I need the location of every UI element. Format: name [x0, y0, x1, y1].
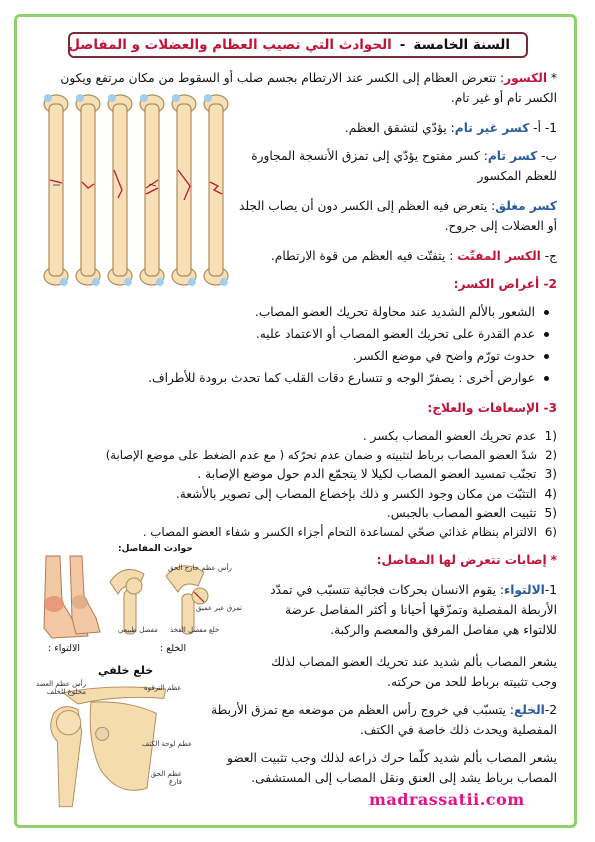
closed-text: : يتعرض فيه العظم إلى الكسر دون أن يصاب الجلد: [238, 199, 496, 213]
symptom-item: عدم القدرة على تحريك العضو المصاب أو الاعتماد عليه.: [256, 324, 535, 344]
complete-fracture-line2: للعظم المكسور: [477, 169, 557, 183]
fractures-intro-line2: الكسر تام أو غير تام.: [450, 91, 557, 105]
dislocation-text: : يتسبّب في خروج رأس العظم من موضعه مع تمزق الأربطة: [211, 703, 514, 717]
intro-prefix: *: [550, 71, 557, 85]
watermark: madrassatii.com: [369, 790, 525, 809]
bone-5: [172, 95, 196, 285]
bones-illustration: [38, 90, 238, 290]
label-normal: مفصل طبيعي: [118, 626, 158, 634]
complete-term: كسر تام: [487, 149, 538, 163]
dislocation-aid-line1: يشعر المصاب بألم شديد كلّما حرك ذراعه لذلك وجب تثبيت العضو: [227, 751, 557, 765]
dislocation-aid-line2: المصاب برباط يشد إلى العنق ونقل المصاب إلى المستشفى.: [251, 771, 557, 785]
label-socket: عظم الحق فارغ: [150, 770, 182, 786]
fractures-intro-line1: [60, 68, 557, 88]
item-number: (3: [544, 467, 557, 481]
item-text: عدم تحريك العضو المصاب بكسر .: [362, 429, 537, 443]
comminuted-text: : يتفتّت فيه العظم من قوة الارتطام.: [270, 249, 458, 263]
incomplete-text: : يؤدّي لتشقق العظم.: [344, 121, 455, 135]
sprain-aid-line2: وجب تثبيته برباط للحد من حركته.: [387, 675, 557, 689]
sprain-aid-line1: يشعر المصاب بألم شديد عند تحريك العضو المصاب لذلك: [271, 655, 557, 669]
closed-fracture-line1: [239, 196, 557, 216]
grade-label: السنة الخامسة: [413, 37, 510, 53]
label-dislocated: خلع مفصل الفخذ: [170, 626, 220, 634]
label-humerus-head: رأس عظم العضد مخلوع للخلف: [35, 680, 86, 696]
symptom-item: عوارض أخرى : يصفرّ الوجه و تتسارع دقات القلب كما تحدث برودة للأطراف.: [148, 368, 535, 388]
bone-4: [140, 95, 164, 285]
incomplete-num: 1- أ-: [533, 121, 557, 135]
first-aid-item: [387, 503, 557, 523]
sprain-num: 1-: [544, 583, 557, 597]
first-aid-heading: 3- الإسعافات والعلاج:: [427, 401, 557, 415]
bone-1: [44, 95, 68, 285]
comminuted-fracture: [271, 246, 557, 266]
comminuted-term: الكسر المفتّت: [457, 249, 541, 263]
sprain-term: الالتواء: [503, 583, 545, 597]
dislocation-caption: الخلع :: [160, 643, 187, 654]
item-number: (5: [544, 506, 557, 520]
first-aid-item: [176, 484, 557, 504]
shoulder-title: خلع خلفي: [98, 664, 154, 677]
item-number: (2: [545, 448, 557, 462]
first-aid-item: [143, 522, 557, 542]
symptoms-heading: 2- أعراض الكسر:: [453, 277, 557, 291]
first-aid-item: [197, 464, 557, 484]
bone-2: [76, 95, 100, 285]
joint-accidents-title: حوادث المفاصل:: [118, 544, 193, 554]
sprain-caption: الالتواء :: [48, 643, 81, 654]
dislocation-line1: [211, 700, 557, 720]
complete-num: ب-: [541, 149, 557, 163]
dislocation-line2: المفصلية ويحدث ذلك خاصة في الكتف.: [359, 723, 557, 737]
item-number: (4: [544, 487, 557, 501]
label-torn: تمزق عبر عميق: [196, 604, 243, 612]
item-text: شدّ العضو المصاب برباط لتثبيته و ضمان عدم تحرّكه ( مع عدم الضغط على موضع الإصابة): [105, 448, 538, 462]
item-text: تجنّب تمسيد العضو المصاب لكيلا لا يتجمّع الدم حول موضع الإصابة .: [197, 467, 537, 481]
symptom-item: الشعور بالألم الشديد عند محاولة تحريك العضو المصاب.: [255, 302, 535, 322]
bone-6: [204, 95, 228, 285]
incomplete-term: كسر غير تام: [454, 121, 530, 135]
dislocation-num: 2-: [544, 703, 557, 717]
complete-text: : كسر مفتوح يؤدّي إلى تمزق الأنسجة المجاورة: [251, 149, 488, 163]
joints-heading: [377, 550, 557, 570]
item-number: (1: [544, 429, 557, 443]
comminuted-num: ج-: [544, 249, 557, 263]
item-text: الالتزام بنظام غذائي صحّي لمساعدة التحام أجزاء الكسر و شفاء العضو المصاب .: [142, 525, 537, 539]
page-title: [68, 32, 528, 58]
sprain-line2: الأربطة المفصلية وتمزّقها أحيانا و أكثر المفاصل عرضة: [285, 603, 557, 617]
sprain-line3: للالتواء هي مفاصل المرفق والمعصم والركبة.: [330, 623, 557, 637]
joints-prefix: *: [550, 553, 557, 567]
complete-fracture-line1: [251, 146, 557, 166]
first-aid-item: [363, 426, 557, 446]
incomplete-fracture: [345, 118, 557, 138]
sprain-text: : يقوم الانسان بحركات فجائية تتسبّب في تمدّد: [270, 583, 504, 597]
lesson-title: الحوادث التي تصيب العظام والعضلات و المفاصل: [68, 37, 392, 53]
label-clavicle: عظم الترقوة: [144, 684, 182, 692]
title-dash: -: [399, 37, 406, 53]
closed-term: كسر مغلق: [495, 199, 557, 213]
label-scapula: عظم لوحة الكتف: [142, 740, 193, 748]
item-number: (6: [544, 525, 557, 539]
first-aid-item: [106, 445, 557, 465]
symptom-item: حدوث تورّم واضح في موضع الكسر.: [353, 346, 535, 366]
closed-fracture-line2: أو العضلات إلى جروح.: [444, 219, 557, 233]
dislocation-term: الخلع: [513, 703, 545, 717]
joints-heading-text: إصابات تتعرض لها المفاصل:: [376, 553, 547, 567]
item-text: تثبيت العضو المصاب بالجبس.: [386, 506, 537, 520]
fractures-intro-text: : تتعرض العظام إلى الكسر عند الارتطام بجسم صلب أو السقوط من مكان مرتفع ويكون: [60, 71, 505, 85]
sprain-line1: [270, 580, 557, 600]
fractures-term: الكسور: [504, 71, 548, 85]
bone-3: [108, 95, 132, 285]
item-text: التثبّت من مكان وجود الكسر و ذلك بإخضاع المصاب إلى تصوير بالأشعة.: [175, 487, 537, 501]
sprained-foot-illustration: [24, 552, 104, 642]
label-head-out: رأس عظم خارج الحق: [168, 564, 232, 572]
